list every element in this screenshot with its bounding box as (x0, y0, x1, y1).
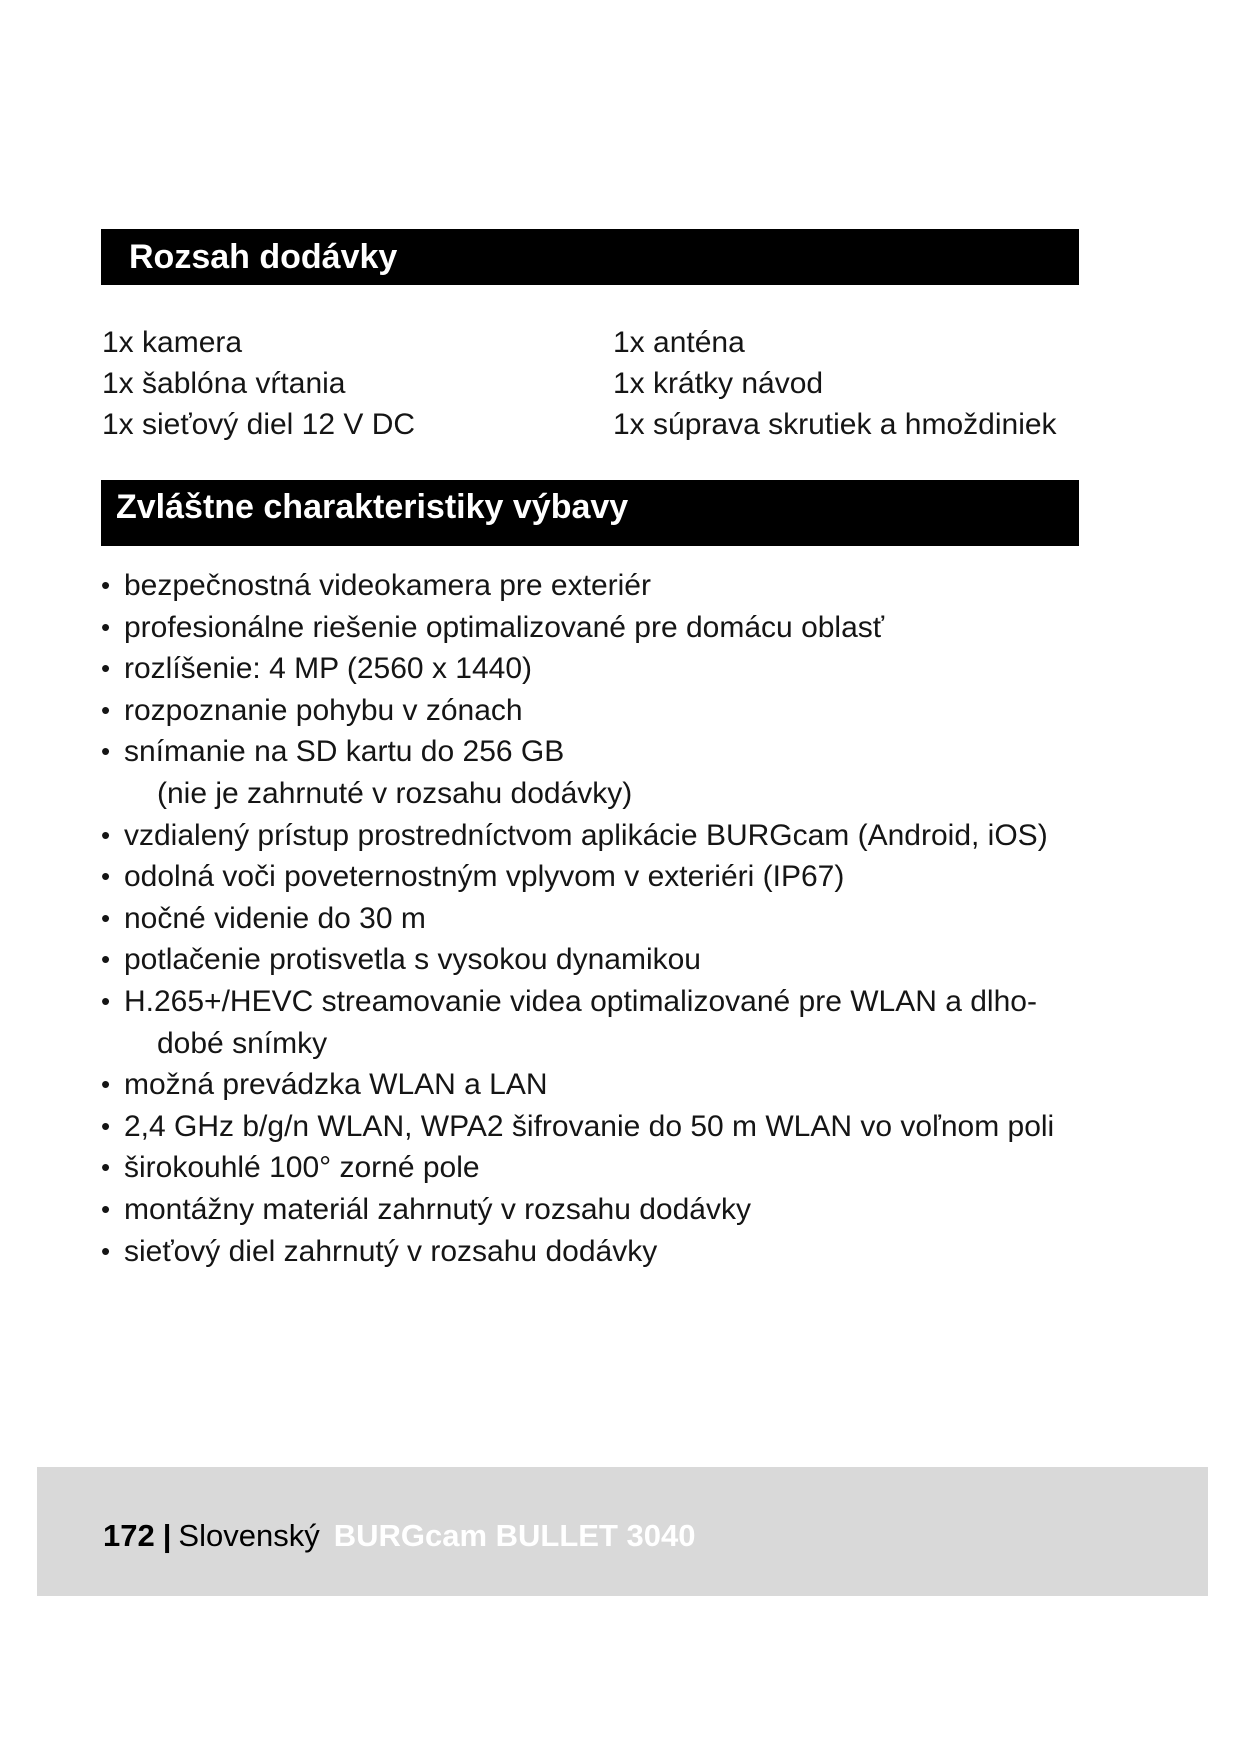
feature-text-continuation: (nie je zahrnuté v rozsahu dodávky) (157, 776, 633, 810)
section-header-delivery (101, 229, 1079, 285)
feature-item (0, 1189, 1241, 1231)
bullet-marker: • (101, 694, 111, 725)
feature-text: širokouhlé 100° zorné pole (124, 1151, 480, 1185)
feature-text: potlačenie protisvetla s vysokou dynamikou (124, 943, 701, 977)
feature-text: nočné videnie do 30 m (124, 901, 426, 935)
section-title-features: Zvláštne charakteristiky výbavy (116, 488, 629, 526)
feature-item (0, 898, 1241, 940)
delivery-item: 1x anténa (613, 326, 745, 359)
feature-text: snímanie na SD kartu do 256 GB (124, 735, 565, 769)
feature-item (0, 731, 1241, 814)
feature-item (0, 648, 1241, 690)
feature-text: profesionálne riešenie optimalizované pre domácu oblasť (124, 610, 885, 644)
bullet-marker: • (101, 861, 111, 892)
feature-item (0, 607, 1241, 649)
feature-item (0, 981, 1241, 1064)
feature-item (0, 565, 1241, 607)
bullet-marker: • (101, 1235, 111, 1266)
feature-item (0, 856, 1241, 898)
bullet-marker: • (101, 570, 111, 600)
feature-item (0, 1147, 1241, 1189)
delivery-list-left (102, 322, 415, 445)
footer-text (103, 1471, 696, 1600)
feature-item (0, 1064, 1241, 1106)
feature-item (0, 939, 1241, 981)
feature-text: 2,4 GHz b/g/n WLAN, WPA2 šifrovanie do 50 m WLAN vo voľnom poli (124, 1109, 1055, 1143)
feature-list (0, 565, 1241, 1272)
feature-text: rozlíšenie: 4 MP (2560 x 1440) (124, 652, 533, 686)
bullet-marker: • (101, 985, 111, 1016)
feature-item (0, 815, 1241, 857)
feature-item (0, 690, 1241, 732)
bullet-marker: • (101, 1069, 111, 1100)
feature-text: vzdialený prístup prostredníctvom aplikácie BURGcam (Android, iOS) (124, 818, 1048, 852)
footer-separator: | (162, 1518, 172, 1553)
feature-text: montážny materiál zahrnutý v rozsahu dodávky (124, 1192, 751, 1226)
section-header-features (101, 480, 1079, 546)
footer-language: Slovenský (178, 1518, 320, 1553)
bullet-marker: • (101, 819, 111, 850)
footer-product-name: BURGcam BULLET 3040 (333, 1518, 696, 1553)
delivery-list-right (613, 322, 1057, 445)
delivery-item: 1x kamera (102, 326, 243, 359)
feature-item (0, 1231, 1241, 1273)
feature-text-continuation: dobé snímky (157, 1026, 328, 1060)
delivery-item: 1x sieťový diel 12 V DC (102, 408, 416, 441)
bullet-marker: • (101, 902, 111, 933)
feature-text: bezpečnostná videokamera pre exteriér (124, 569, 651, 602)
feature-text: sieťový diel zahrnutý v rozsahu dodávky (124, 1234, 658, 1268)
bullet-marker: • (101, 1110, 111, 1141)
bullet-marker: • (101, 944, 111, 975)
delivery-item: 1x krátky návod (613, 367, 824, 400)
bullet-marker: • (101, 736, 111, 767)
bullet-marker: • (101, 1152, 111, 1183)
bullet-marker: • (101, 1193, 111, 1224)
bullet-marker: • (101, 611, 111, 642)
delivery-item: 1x súprava skrutiek a hmoždiniek (613, 408, 1057, 441)
feature-text: odolná voči poveternostným vplyvom v exteriéri (IP67) (124, 860, 845, 894)
page-footer (37, 1467, 1208, 1596)
feature-text: H.265+/HEVC streamovanie videa optimalizované pre WLAN a dlho- (124, 984, 1037, 1018)
delivery-item: 1x šablóna vŕtania (102, 367, 346, 400)
feature-text: možná prevádzka WLAN a LAN (124, 1068, 548, 1102)
bullet-marker: • (101, 653, 111, 684)
page-number: 172 (103, 1518, 155, 1553)
feature-text: rozpoznanie pohybu v zónach (124, 693, 523, 727)
feature-item (0, 1106, 1241, 1148)
section-title-delivery: Rozsah dodávky (129, 238, 398, 276)
